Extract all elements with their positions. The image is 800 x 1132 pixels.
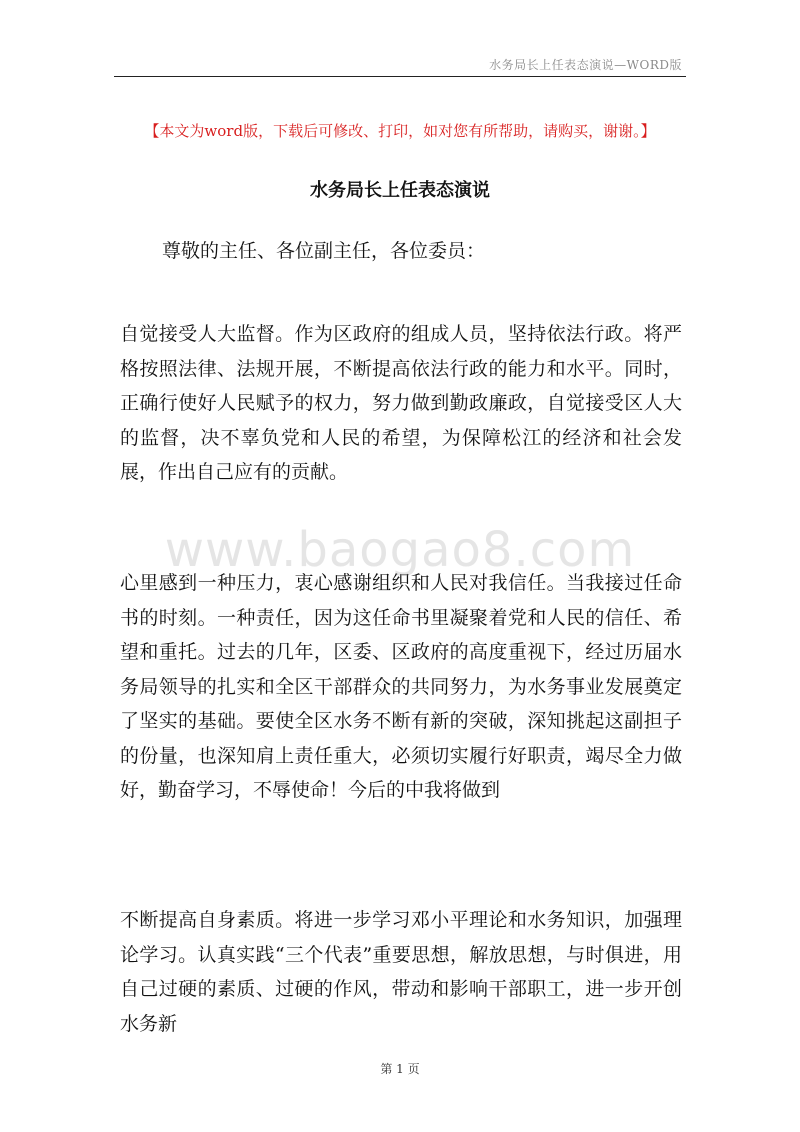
paragraph-1: 自觉接受人大监督。作为区政府的组成人员，坚持依法行政。将严格按照法律、法规开展，不断提高依法行政的能力和水平。同时，正确行使好人民赋予的权力，努力做到勤政廉政，自觉接受区人大的监督，决不辜负党和人民的希望，为保障松江的经济和社会发展，作出自己应有的贡献。: [120, 323, 682, 483]
header-divider: [114, 76, 686, 77]
document-title: 水务局长上任表态演说: [310, 180, 490, 201]
site-watermark: www.baogao8.com: [164, 522, 636, 578]
running-header: 水务局长上任表态演说—WORD版: [489, 58, 682, 72]
page-number: 第 1 页: [380, 1062, 420, 1076]
salutation: 尊敬的主任、各位副主任，各位委员：: [162, 240, 486, 262]
download-notice: 【本文为word版，下载后可修改、打印，如对您有所帮助，请购买，谢谢。】: [144, 122, 656, 140]
paragraph-2: 心里感到一种压力，衷心感谢组织和人民对我信任。当我接过任命书的时刻。一种责任，因为这任命书里凝聚着党和人民的信任、希望和重托。过去的几年，区委、区政府的高度重视下，经过历届水务局领导的扎实和全区干部群众的共同努力，为水务事业发展奠定了坚实的基础。要使全区水务不断有新的突破，深知挑起这副担子的份量，也深知肩上责任重大，必须切实履行好职责，竭尽全力做好，勤奋学习，不辱使命！今后的中我将做到: [120, 572, 682, 801]
paragraph-3: 不断提高自身素质。将进一步学习邓小平理论和水务知识，加强理论学习。认真实践“三个代表”重要思想，解放思想，与时俱进，用自己过硬的素质、过硬的作风，带动和影响干部职工，进一步开创水务新: [120, 909, 682, 1035]
